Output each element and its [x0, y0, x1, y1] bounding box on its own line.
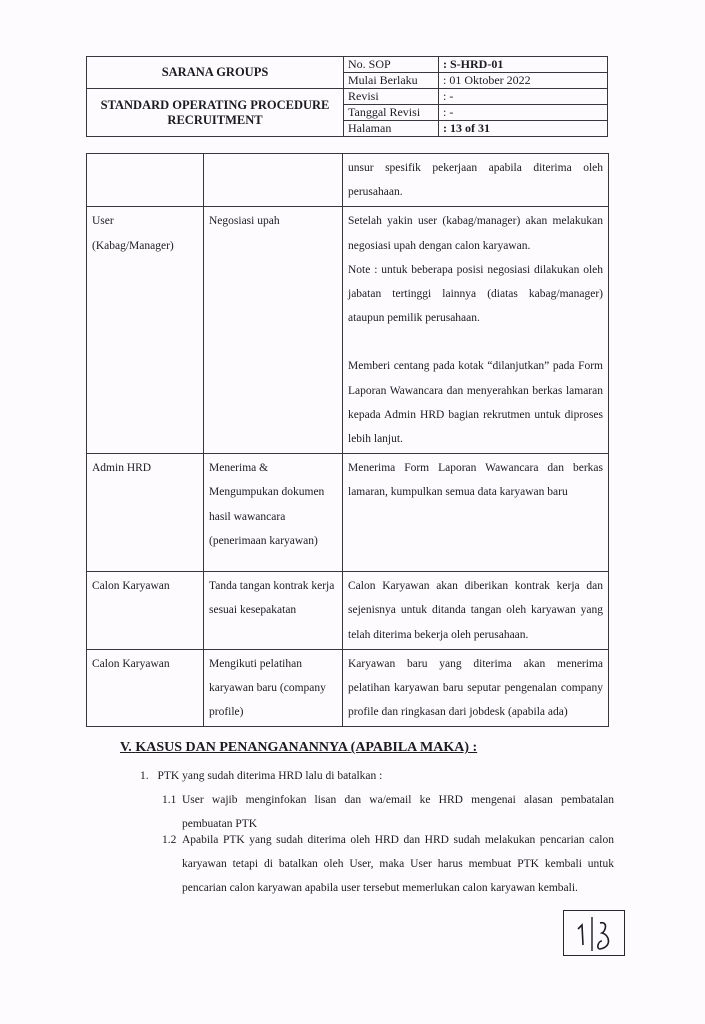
table-row [87, 649, 609, 727]
list-item [140, 764, 382, 788]
field-label: Tanggal Revisi [344, 105, 439, 121]
field-label: Revisi [344, 89, 439, 105]
item-number: 1. [140, 770, 149, 782]
actor-cell: Admin HRD [87, 454, 204, 572]
actor-cell: User (Kabag/Manager) [87, 207, 204, 454]
subitem-number: 1.2 [162, 834, 177, 846]
actor-cell: Calon Karyawan [87, 572, 204, 650]
table-row [87, 154, 609, 207]
field-value: : - [439, 89, 608, 105]
actor-cell [87, 154, 204, 207]
subitem-number: 1.1 [162, 794, 177, 806]
activity-cell: Menerima & Mengumpukan dokumen hasil wawancara (penerimaan karyawan) [204, 454, 343, 572]
list-subitem [162, 828, 614, 900]
field-value: : - [439, 105, 608, 121]
document-title [87, 89, 344, 137]
section-title: KASUS DAN PENANGANANNYA (APABILA MAKA) : [135, 740, 478, 755]
description-text: Setelah yakin user (kabag/manager) akan melakukan negosiasi upah dengan calon karyawan. [348, 215, 603, 252]
actor-cell: Calon Karyawan [87, 649, 204, 727]
activity-cell: Negosiasi upah [204, 207, 343, 454]
item-text: PTK yang sudah diterima HRD lalu di batalkan : [157, 770, 383, 782]
field-value: : 01 Oktober 2022 [439, 73, 608, 89]
subitem-text: Apabila PTK yang sudah diterima oleh HRD dan HRD sudah melakukan pencarian calon karyawan tetapi di batalkan oleh User, maka User harus membuat PTK kembali untuk pencarian calon karyawan apabila user tersebut memerlukan calon karyawan kembali. [182, 834, 614, 894]
description-cell [343, 207, 609, 454]
sop-header-table [86, 56, 608, 137]
page-number: : 13 of 31 [439, 121, 608, 137]
description-cell: unsur spesifik pekerjaan apabila diterima oleh perusahaan. [343, 154, 609, 207]
company-name: SARANA GROUPS [87, 57, 344, 89]
description-cell: Menerima Form Laporan Wawancara dan berkas lamaran, kumpulkan semua data karyawan baru [343, 454, 609, 572]
field-value: : S-HRD-01 [439, 57, 608, 73]
procedure-table [86, 153, 609, 727]
table-row [87, 207, 609, 454]
subitem-text: User wajib menginfokan lisan dan wa/email ke HRD mengenai alasan pembatalan pembuatan PTK [182, 794, 614, 830]
document-title-line2: RECRUITMENT [167, 112, 263, 127]
initials-box [563, 910, 625, 956]
note-text: Note : untuk beberapa posisi negosiasi dilakukan oleh jabatan tertinggi lainnya (diatas kabag/manager) ataupun pemilik perusahaan. [348, 263, 603, 325]
description-cell: Calon Karyawan akan diberikan kontrak kerja dan sejenisnya untuk ditanda tangan oleh karyawan yang telah diterima bekerja oleh perusahaan. [343, 572, 609, 650]
field-label: Halaman [344, 121, 439, 137]
activity-cell [204, 154, 343, 207]
handwritten-initials [564, 911, 624, 955]
activity-cell: Mengikuti pelatihan karyawan baru (company profile) [204, 649, 343, 727]
description-cell: Karyawan baru yang diterima akan menerima pelatihan karyawan baru seputar pengenalan company profile dan ringkasan dari jobdesk (apabila ada) [343, 649, 609, 727]
field-label: Mulai Berlaku [344, 73, 439, 89]
description-text-2: Memberi centang pada kotak “dilanjutkan” pada Form Laporan Wawancara dan menyerahkan berkas lamaran kepada Admin HRD bagian rekrutmen untuk diproses lebih lanjut. [348, 360, 603, 446]
field-label: No. SOP [344, 57, 439, 73]
table-row [87, 572, 609, 650]
activity-cell: Tanda tangan kontrak kerja sesuai kesepakatan [204, 572, 343, 650]
document-title-line1: STANDARD OPERATING PROCEDURE [100, 97, 330, 112]
table-row [87, 454, 609, 572]
section-number: V. [120, 740, 132, 755]
section-heading [120, 740, 477, 756]
